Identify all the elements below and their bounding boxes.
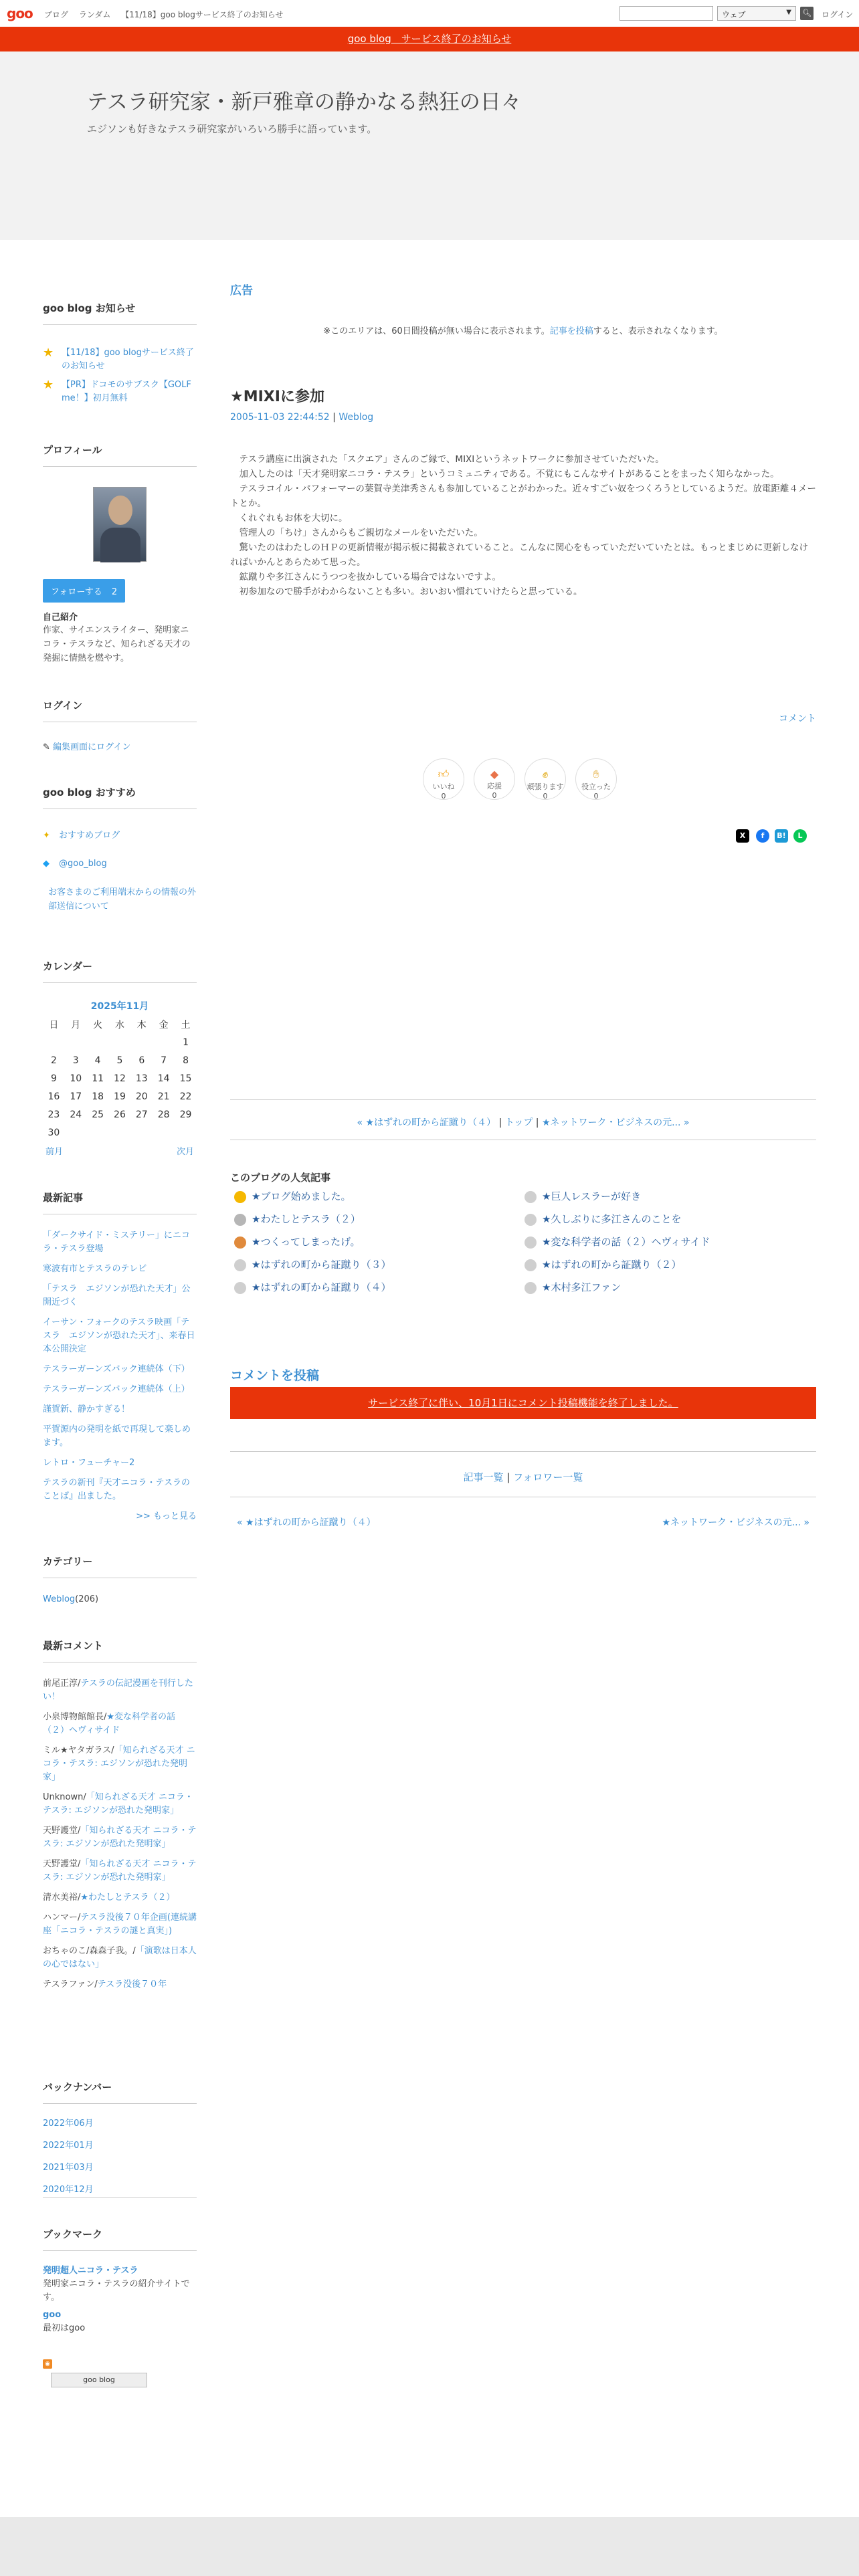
popular-post-link[interactable]: ★変な科学者の話（２）ヘヴィサイド — [542, 1236, 710, 1248]
blog-title[interactable]: テスラ研究家・新戸雅章の静かなる熱狂の日々 — [87, 90, 522, 114]
more-link[interactable]: >> もっと見る — [136, 1511, 197, 1521]
popular-post-link[interactable]: ★はずれの町から証蹴り（３） — [252, 1259, 391, 1271]
weekday-label: 木 — [136, 1019, 147, 1031]
goo-blog-twitter-link[interactable]: @goo_blog — [59, 859, 107, 869]
calendar-month: 2025年11月 — [90, 1001, 149, 1012]
backnumber-section — [43, 2080, 197, 2198]
avatar[interactable] — [93, 487, 147, 562]
reaction-count: 0 — [492, 791, 497, 800]
popular-item — [524, 1235, 710, 1249]
post-paragraph: 驚いたのはわたしのＨＰの更新情報が掲示板に掲載されていること。こんなに関心をもっていただいていたとは。もっとまじめに更新しなければいかんとあらためて思った。 — [230, 542, 808, 568]
rank-crown-icon — [234, 1214, 246, 1226]
next-post-link[interactable]: ★ネットワーク・ビジネスの元... » — [541, 1117, 690, 1128]
popular-item — [234, 1257, 391, 1271]
weekday-label: 月 — [71, 1019, 81, 1031]
comments-heading: 最新コメント — [43, 1638, 197, 1662]
popular-post-link[interactable]: ★はずれの町から証蹴り（４） — [252, 1281, 391, 1293]
nav-random-link[interactable]: ランダム — [78, 10, 111, 19]
popular-post-link[interactable]: ★つくってしまったげ。 — [252, 1236, 361, 1248]
post-paragraph: 加入したのは「天才発明家ニコラ・テスラ」というコミュニティである。不覚にもこんなサイトがあることをまったく知らなかった。 — [239, 469, 779, 479]
calendar-day: 12 — [114, 1073, 126, 1084]
popular-post-link[interactable]: ★巨人レスラーが好き — [542, 1190, 641, 1202]
calendar-day: 24 — [70, 1109, 82, 1120]
post-paragraph: 初参加なので勝手がわからないことも多い。おいおい慣れていけたらと思っている。 — [239, 586, 583, 597]
rank-circle-icon — [524, 1191, 537, 1203]
follower-count: 2 — [111, 587, 118, 597]
calendar-day — [109, 1033, 131, 1051]
article-list-link[interactable]: 記事一覧 — [463, 1471, 504, 1483]
fist-icon: ✊︎ — [542, 768, 549, 780]
follow-button[interactable] — [43, 579, 125, 603]
search-button[interactable] — [800, 7, 814, 20]
category-count: (206) — [75, 1594, 99, 1604]
comment-post-link[interactable]: テスラの伝記漫画を刊行したい！ — [43, 1679, 193, 1702]
backnumber-item[interactable]: 2022年06月 — [43, 2119, 94, 2129]
category-link[interactable]: Weblog — [43, 1594, 76, 1604]
reaction-count: 0 — [543, 792, 548, 800]
pencil-icon: ✎ — [43, 742, 50, 752]
nav-notice-link[interactable]: 【11/18】goo blogサービス終了のお知らせ — [121, 10, 284, 19]
star-icon: ★ — [43, 346, 54, 360]
bottom-links: 記事一覧 | フォロワー一覧 — [463, 1471, 583, 1483]
info-item[interactable]: 【PR】ドコモのサブスク【GOLF me！】初月無料 — [62, 380, 191, 403]
calendar-day — [65, 1123, 87, 1142]
comment-author: 天野護堂/ — [43, 1859, 81, 1869]
rank-circle-icon — [524, 1237, 537, 1249]
line-share-icon[interactable]: L — [793, 829, 807, 843]
login-heading: ログイン — [43, 698, 197, 722]
comment-item — [43, 1711, 197, 1737]
calendar-day — [175, 1123, 197, 1142]
comment-post-link[interactable]: ★わたしとテスラ（２） — [80, 1893, 175, 1903]
weekday-label: 金 — [159, 1019, 169, 1031]
reaction-label: 頑張ります — [527, 782, 564, 791]
twitter-icon: ◆ — [43, 859, 50, 869]
profile-heading: プロフィール — [43, 443, 197, 467]
popular-post-link[interactable]: ★久しぶりに多江さんのことを — [542, 1213, 682, 1225]
blog-header — [0, 51, 859, 240]
comment-post-link[interactable]: 「知られざる天才 ニコラ・テスラ: エジソンが恐れた発明家」 — [43, 1859, 197, 1883]
nav-blog-link[interactable]: ブログ — [44, 10, 69, 19]
ad-notice-text: ※このエリアは、60日間投稿が無い場合に表示されます。 — [323, 326, 550, 336]
calendar-day: 1 — [183, 1037, 189, 1048]
intro-text: 作家、サイエンスライター、発明家ニコラ・テスラなど、知られざる天才の発掘に情熱を燃やす。 — [43, 625, 191, 663]
chevron-down-icon: ▼ — [786, 9, 791, 16]
recent-post-link[interactable]: 「ダークサイド・ミステリー」にニコラ・テスラ登場 — [43, 1230, 190, 1254]
comment-author: ハンマー/ — [43, 1913, 81, 1923]
popular-post-link[interactable]: ★わたしとテスラ（２） — [252, 1213, 361, 1225]
comment-item — [43, 1744, 197, 1784]
comment-author: 清水美裕/ — [43, 1893, 81, 1903]
calendar-section — [43, 959, 197, 1160]
profile-section — [43, 443, 197, 663]
recent-post-link[interactable]: 寒波有市とテスラのテレビ — [43, 1264, 147, 1274]
calendar-day — [153, 1123, 175, 1142]
external-send-link[interactable]: お客さまのご利用端末からの情報の外部送信について — [48, 887, 197, 911]
bottom-prev-link[interactable]: « ★はずれの町から証蹴り（４） — [237, 1517, 376, 1528]
comment-post-link[interactable]: ★変な科学者の話（２）ヘヴィサイド — [43, 1712, 176, 1735]
top-link[interactable]: トップ — [504, 1117, 533, 1128]
bookmark-desc: 発明家ニコラ・テスラの紹介サイトです。 — [43, 2279, 190, 2302]
top-nav — [44, 9, 291, 20]
footer — [0, 2517, 859, 2576]
calendar-day — [109, 1123, 131, 1142]
info-item[interactable]: 【11/18】goo blogサービス終了のお知らせ — [62, 348, 194, 371]
reaction-count: 0 — [593, 792, 599, 800]
reaction-count: 0 — [441, 792, 446, 800]
calendar-day: 9 — [50, 1073, 57, 1084]
rank-circle-icon — [524, 1214, 537, 1226]
popular-post-link[interactable]: ★ブログ始めました。 — [252, 1190, 351, 1202]
bottom-next-link[interactable]: ★ネットワーク・ビジネスの元... » — [662, 1517, 809, 1528]
post-article-link[interactable]: 記事を投稿 — [549, 326, 593, 336]
reaction-useful-button[interactable] — [575, 758, 617, 800]
popular-item — [234, 1280, 391, 1294]
recent-post-link[interactable]: 「テスラ エジソンが恐れた天才」公開近づく — [43, 1284, 191, 1307]
comment-item — [43, 1911, 197, 1938]
reaction-label: 応援 — [487, 782, 502, 790]
popular-post-link[interactable]: ★はずれの町から証蹴り（２） — [542, 1259, 682, 1271]
bookmark-link[interactable]: 発明超人ニコラ・テスラ — [43, 2266, 138, 2276]
calendar-day: 5 — [116, 1055, 123, 1066]
comment-item — [43, 1978, 197, 1992]
reaction-cheer-button[interactable] — [474, 758, 515, 800]
comment-author: Unknown/ — [43, 1792, 86, 1802]
login-section — [43, 698, 197, 754]
comment-post-link[interactable]: 「知られざる天才 ニコラ・テスラ: エジソンが恐れた発明家」 — [43, 1745, 195, 1782]
comment-link[interactable]: コメント — [779, 714, 816, 724]
service-end-notice-link[interactable]: goo blog サービス終了のお知らせ — [0, 27, 859, 51]
backnumber-heading: バックナンバー — [43, 2080, 197, 2104]
post-paragraph: テスラコイル・パフォーマーの葉賀寺美津秀さんも参加していることがわかった。近々すごい奴をつくろうとしているようだ。放電距離４メートとか。 — [230, 484, 816, 509]
comment-author: 前尾正淳/ — [43, 1679, 81, 1689]
recent-heading: 最新記事 — [43, 1190, 197, 1214]
calendar-day: 22 — [179, 1091, 192, 1102]
weekday-label: 土 — [181, 1019, 191, 1031]
calendar-day — [130, 1123, 153, 1142]
calendar-day: 15 — [179, 1073, 192, 1084]
prev-post-link[interactable]: « ★はずれの町から証蹴り（４） — [357, 1117, 496, 1128]
calendar-day: 23 — [47, 1109, 60, 1120]
info-heading: goo blog お知らせ — [43, 301, 197, 325]
recent-post-link[interactable]: テスラの新刊『天才ニコラ・テスラのことば』出ました。 — [43, 1478, 190, 1501]
popular-item — [234, 1212, 361, 1226]
calendar-day: 29 — [179, 1109, 192, 1120]
search-scope-select[interactable] — [717, 6, 796, 21]
ok-hand-icon: ✋︎ — [593, 768, 599, 780]
comment-item — [43, 1677, 197, 1704]
rank-crown-icon — [234, 1191, 246, 1203]
ad-heading: 広告 — [230, 284, 253, 298]
recent-section — [43, 1190, 197, 1523]
calendar-day: 13 — [135, 1073, 148, 1084]
calendar-day: 2 — [50, 1055, 57, 1066]
post-title[interactable]: ★MIXIに参加 — [230, 389, 324, 405]
calendar-day: 3 — [72, 1055, 79, 1066]
comment-item — [43, 1791, 197, 1818]
star-icon: ★ — [43, 378, 54, 392]
weekday-label: 日 — [49, 1019, 59, 1031]
recent-post-link[interactable]: 謹賀新、静かすぎる！ — [43, 1404, 130, 1414]
ad-notice-text: すると、表示されなくなります。 — [593, 326, 723, 336]
comment-author: 天野護堂/ — [43, 1826, 81, 1836]
next-month-link[interactable]: 次月 — [176, 1147, 194, 1157]
calendar-day: 11 — [92, 1073, 104, 1084]
backnumber-item[interactable]: 2022年01月 — [43, 2141, 94, 2151]
calendar-heading: カレンダー — [43, 959, 197, 983]
calendar-day: 14 — [157, 1073, 170, 1084]
popular-item — [524, 1189, 641, 1203]
reaction-label: いいね — [432, 782, 455, 791]
post-category[interactable]: Weblog — [339, 412, 374, 423]
calendar-day — [43, 1033, 65, 1051]
edit-login-link[interactable]: 編集画面にログイン — [53, 742, 131, 752]
recent-post-link[interactable]: 平賀源内の発明を紙で再現して楽しめます。 — [43, 1424, 191, 1448]
comment-item — [43, 1945, 197, 1971]
comment-author: おちゃのこ/森森子我。/ — [43, 1946, 136, 1956]
calendar-day: 18 — [92, 1091, 104, 1102]
recommend-blog-link[interactable]: おすすめブログ — [59, 831, 120, 841]
follow-label: フォローする — [51, 587, 102, 597]
comment-item — [43, 1824, 197, 1851]
calendar-day: 8 — [183, 1055, 189, 1066]
login-link[interactable]: ログイン — [822, 10, 854, 19]
comment-form-heading: コメントを投稿 — [230, 1368, 320, 1383]
ad-notice — [230, 324, 816, 336]
search-input[interactable] — [619, 6, 713, 21]
calendar-day: 17 — [70, 1091, 82, 1102]
recommend-heading: goo blog おすすめ — [43, 785, 197, 809]
weekday-label: 火 — [93, 1019, 103, 1031]
calendar-day: 10 — [70, 1073, 82, 1084]
comment-post-link[interactable]: テスラ没後７０年企画(連続講座「ニコラ・テスラの謎と真実」) — [43, 1913, 197, 1936]
recent-post-link[interactable]: テスラーガーンズバック連続体（上） — [43, 1384, 190, 1394]
post-pager: « ★はずれの町から証蹴り（４） | トップ | ★ネットワーク・ビジネスの元... » — [357, 1117, 690, 1128]
popular-heading: このブログの人気記事 — [230, 1172, 331, 1184]
search-scope-value: ウェブ — [722, 10, 746, 19]
reaction-like-button[interactable] — [423, 758, 464, 800]
calendar-day — [87, 1123, 109, 1142]
calendar-day — [153, 1033, 175, 1051]
rss-icon[interactable]: ◉ — [43, 2359, 52, 2369]
calendar-day — [130, 1033, 153, 1051]
divider — [230, 1451, 816, 1452]
calendar-day: 25 — [92, 1109, 104, 1120]
recent-list — [43, 1229, 197, 1503]
reaction-effort-button[interactable] — [524, 758, 566, 800]
comment-author: 小泉博物館館長/ — [43, 1712, 107, 1722]
calendar-day: 27 — [135, 1109, 148, 1120]
rank-crown-icon — [234, 1237, 246, 1249]
comment-closed-notice[interactable]: サービス終了に伴い、10月1日にコメント投稿機能を終了しました。 — [230, 1387, 816, 1419]
rank-circle-icon — [524, 1259, 537, 1271]
post-meta: 2005-11-03 22:44:52 | Weblog — [230, 412, 374, 423]
popular-item — [524, 1257, 681, 1271]
bookmark-heading: ブックマーク — [43, 2227, 197, 2251]
goo-blog-badge[interactable]: goo blog — [51, 2373, 147, 2387]
info-section — [43, 301, 197, 405]
popular-item — [234, 1235, 361, 1249]
calendar-day: 6 — [138, 1055, 145, 1066]
comment-author: テスラファン/ — [43, 1979, 98, 1990]
calendar-days — [43, 1033, 197, 1142]
facebook-share-icon[interactable]: f — [756, 829, 769, 843]
thumbs-up-icon: 👍︎ — [438, 768, 450, 780]
calendar-day: 26 — [114, 1109, 126, 1120]
post-paragraph: テスラ講座に出演された「スクエア」さんのご縁で、MIXIというネットワークに参加させていただいた。 — [239, 454, 664, 465]
post-date[interactable]: 2005-11-03 22:44:52 — [230, 412, 330, 423]
calendar-day: 4 — [94, 1055, 101, 1066]
calendar-day: 30 — [47, 1127, 60, 1138]
popular-post-link[interactable]: ★木村多江ファン — [542, 1281, 622, 1293]
calendar-table — [43, 1015, 197, 1142]
rank-circle-icon — [234, 1282, 246, 1294]
comments-section — [43, 1638, 197, 1998]
calendar-day: 19 — [114, 1091, 126, 1102]
divider — [230, 1099, 816, 1100]
recent-post-link[interactable]: テスラーガーンズバック連続体（下） — [43, 1364, 190, 1374]
top-bar — [0, 0, 859, 27]
bookmark-section — [43, 2227, 197, 2387]
bulb-icon: ✦ — [43, 831, 50, 841]
divider — [43, 2197, 197, 2198]
comment-post-link[interactable]: テスラ没後７０年 — [97, 1979, 167, 1990]
recent-post-link[interactable]: レトロ・フューチャー2 — [43, 1458, 135, 1468]
calendar-day — [65, 1033, 87, 1051]
popular-item — [524, 1212, 681, 1226]
post-paragraph: 管理人の「ちけ」さんからもご親切なメールをいただいた。 — [239, 528, 483, 538]
category-section — [43, 1554, 197, 1606]
hatena-share-icon[interactable]: B! — [775, 829, 788, 843]
comment-post-link[interactable]: 「知られざる天才 ニコラ・テスラ: エジソンが恐れた発明家」 — [43, 1792, 193, 1816]
x-share-icon[interactable]: X — [736, 829, 749, 843]
follower-list-link[interactable]: フォロワー一覧 — [513, 1471, 583, 1483]
calendar-day: 28 — [157, 1109, 170, 1120]
category-heading: カテゴリー — [43, 1554, 197, 1578]
calendar-day: 21 — [157, 1091, 170, 1102]
backnumber-item[interactable]: 2020年12月 — [43, 2185, 94, 2195]
calendar-day: 20 — [135, 1091, 148, 1102]
calendar-day: 16 — [47, 1091, 60, 1102]
prev-month-link[interactable]: 前月 — [45, 1147, 64, 1157]
post-body — [230, 452, 816, 599]
calendar-day — [87, 1033, 109, 1051]
goo-logo[interactable]: goo — [7, 5, 33, 21]
bookmark-link[interactable]: goo — [43, 2310, 62, 2320]
intro-label: 自己紹介 — [43, 613, 78, 623]
weekday-label: 水 — [114, 1019, 124, 1031]
backnumber-list[interactable] — [43, 2117, 197, 2195]
rank-circle-icon — [234, 1259, 246, 1271]
backnumber-item[interactable]: 2021年03月 — [43, 2163, 94, 2173]
popular-item — [524, 1280, 621, 1294]
post-paragraph: くれぐれもお体を大切に。 — [239, 513, 348, 524]
post-paragraph: 鉱蹴りや多江さんにうつつを抜かしている場合ではないですよ。 — [239, 572, 501, 582]
comment-item — [43, 1891, 197, 1905]
recent-post-link[interactable]: イーサン・フォークのテスラ映画「テスラ エジソンが恐れた天才」、来春日本公開決定 — [43, 1317, 195, 1354]
comment-item — [43, 1858, 197, 1885]
megaphone-icon: ◆ — [490, 768, 499, 780]
blog-description: エジソンも好きなテスラ研究家がいろいろ勝手に語っています。 — [87, 123, 377, 135]
calendar-day: 7 — [161, 1055, 167, 1066]
bookmark-desc: 最初はgoo — [43, 2323, 86, 2333]
reaction-label: 役立った — [581, 782, 611, 791]
comment-post-link[interactable]: 「演歌は日本人の心ではない」 — [43, 1946, 197, 1969]
popular-item — [234, 1189, 351, 1203]
comment-author: ミル★ヤタガラス/ — [43, 1745, 114, 1755]
rank-circle-icon — [524, 1282, 537, 1294]
comment-post-link[interactable]: 「知られざる天才 ニコラ・テスラ: エジソンが恐れた発明家」 — [43, 1826, 197, 1849]
search-icon: 🔍︎ — [802, 9, 812, 17]
comment-list — [43, 1677, 197, 1992]
recommend-section — [43, 785, 197, 914]
